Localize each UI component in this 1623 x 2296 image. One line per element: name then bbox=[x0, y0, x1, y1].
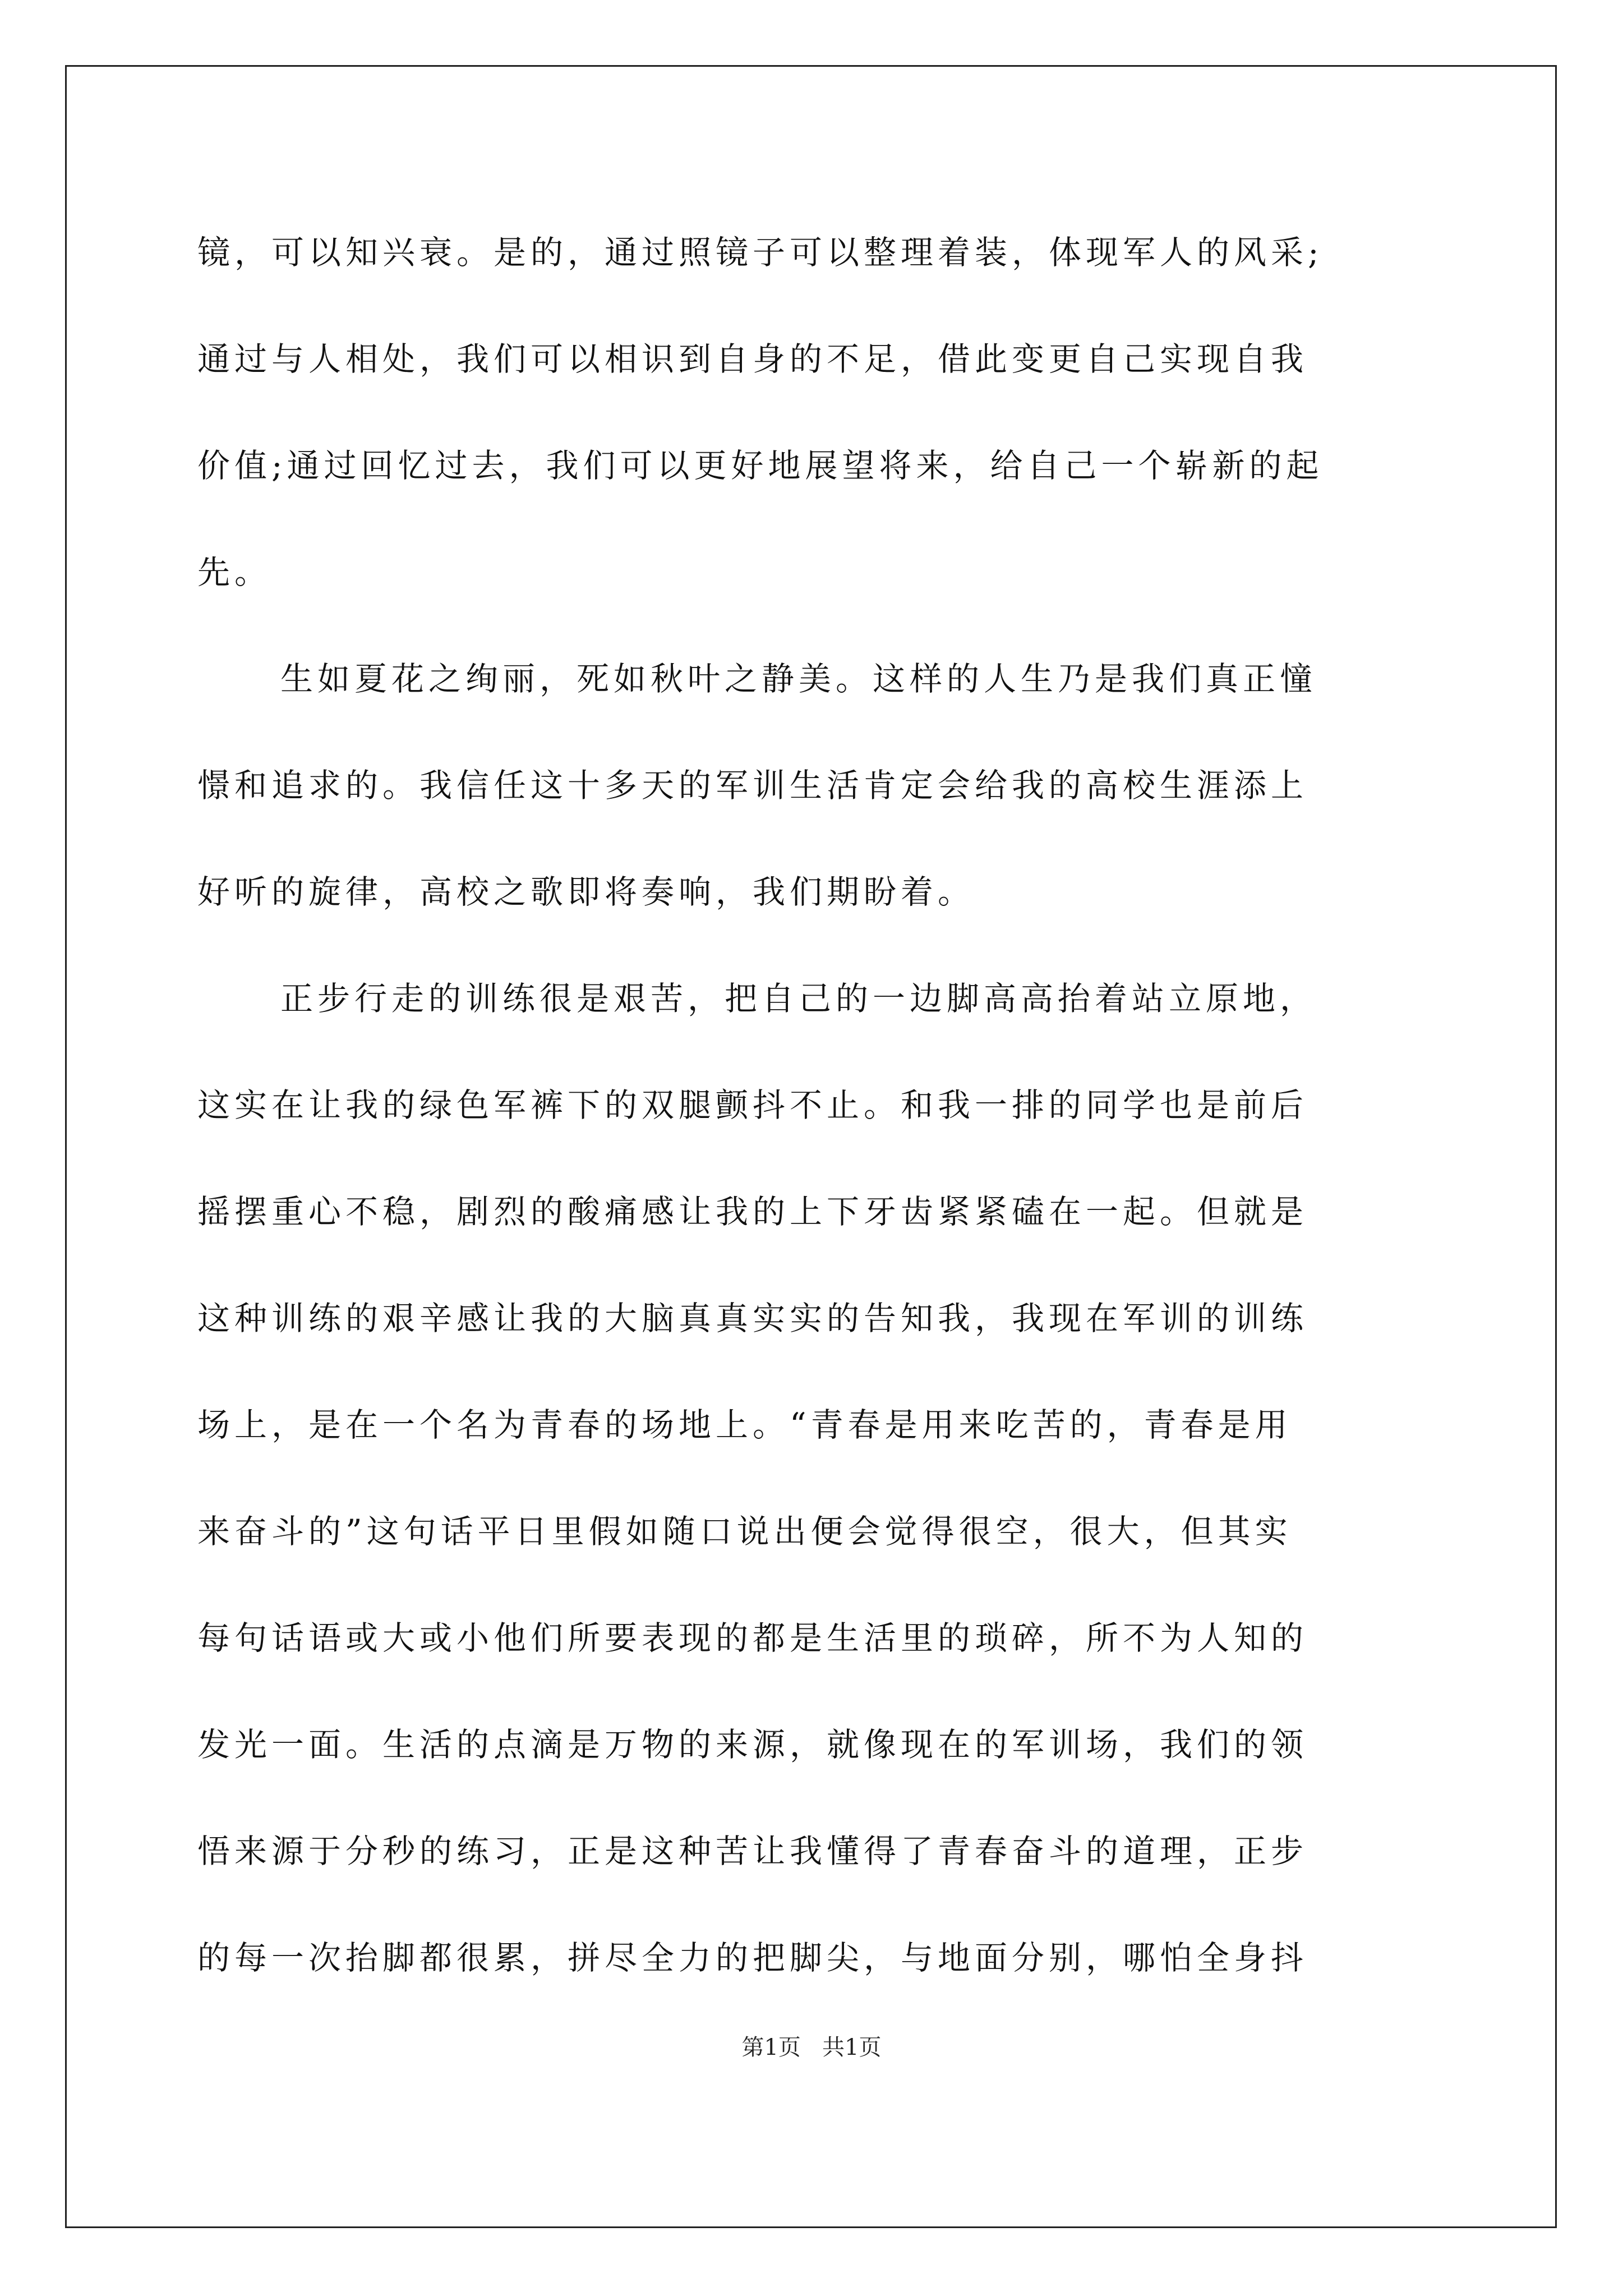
page-border bbox=[65, 65, 1557, 2228]
text-line: 这实在让我的绿色军裤下的双腿颤抖不止。和我一排的同学也是前后 bbox=[197, 1086, 1308, 1124]
text-line: 悟来源于分秒的练习，正是这种苦让我懂得了青春奋斗的道理，正步 bbox=[197, 1832, 1308, 1870]
text-line: 憬和追求的。我信任这十多天的军训生活肯定会给我的高校生涯添上 bbox=[197, 766, 1308, 804]
text-line: 的每一次抬脚都很累，拼尽全力的把脚尖，与地面分别，哪怕全身抖 bbox=[197, 1939, 1308, 1977]
text-line: 摇摆重心不稳，剧烈的酸痛感让我的上下牙齿紧紧磕在一起。但就是 bbox=[197, 1193, 1308, 1231]
paragraph-start-line: 生如夏花之绚丽，死如秋叶之静美。这样的人生乃是我们真正憧 bbox=[280, 660, 1317, 698]
text-line: 发光一面。生活的点滴是万物的来源，就像现在的军训场，我们的领 bbox=[197, 1726, 1308, 1764]
text-line: 每句话语或大或小他们所要表现的都是生活里的琐碎，所不为人知的 bbox=[197, 1619, 1308, 1657]
text-line: 来奋斗的”这句话平日里假如随口说出便会觉得很空，很大，但其实 bbox=[197, 1512, 1292, 1550]
text-line: 场上，是在一个名为青春的场地上。“青春是用来吃苦的，青春是用 bbox=[197, 1406, 1292, 1444]
text-line: 通过与人相处，我们可以相识到自身的不足，借此变更自己实现自我 bbox=[197, 340, 1308, 378]
text-line: 先。 bbox=[197, 553, 272, 591]
paragraph-start-line: 正步行走的训练很是艰苦，把自己的一边脚高高抬着站立原地， bbox=[280, 979, 1317, 1018]
text-line: 镜，可以知兴衰。是的，通过照镜子可以整理着装，体现军人的风采; bbox=[197, 233, 1324, 272]
text-line: 价值;通过回忆过去，我们可以更好地展望将来，给自己一个崭新的起 bbox=[197, 447, 1324, 485]
text-line: 这种训练的艰辛感让我的大脑真真实实的告知我，我现在军训的训练 bbox=[197, 1299, 1308, 1337]
page-number-footer: 第1页 共1页 bbox=[741, 2035, 882, 2060]
text-line: 好听的旋律，高校之歌即将奏响，我们期盼着。 bbox=[197, 873, 975, 911]
